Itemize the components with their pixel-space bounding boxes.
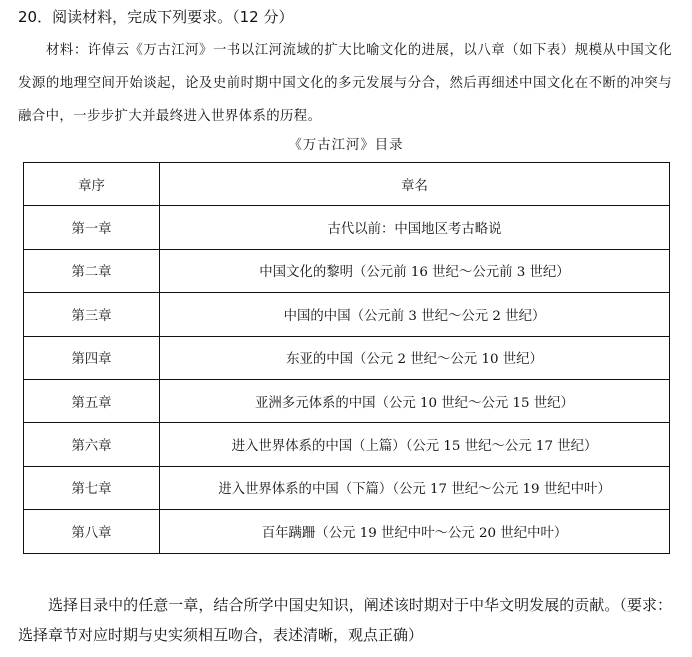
chapter-name: 东亚的中国（公元 2 世纪～公元 10 世纪） bbox=[160, 336, 670, 379]
question-title: 20．阅读材料，完成下列要求。（12 分） bbox=[18, 8, 294, 26]
question-requirement: 选择目录中的任意一章，结合所学中国史知识，阐述该时期对于中华文明发展的贡献。（要求：选择章节对应时期与史实须相互吻合，表述清晰，观点正确） bbox=[18, 596, 672, 644]
table-row bbox=[24, 336, 670, 379]
table-row bbox=[24, 293, 670, 336]
chapter-number: 第四章 bbox=[24, 336, 160, 379]
chapter-name: 古代以前：中国地区考古略说 bbox=[160, 206, 670, 249]
material-paragraph: 材料：许倬云《万古江河》一书以江河流域的扩大比喻文化的进展，以八章（如下表）规模从中国文化发源的地理空间开始谈起，论及史前时期中国文化的多元发展与分合，然后再细述中国文化在不断的冲突与融合中，一步步扩大并最终进入世界体系的历程。 bbox=[18, 43, 672, 124]
chapter-name: 进入世界体系的中国（下篇）（公元 17 世纪～公元 19 世纪中叶） bbox=[160, 466, 670, 509]
toc-title: 《万古江河》目录 bbox=[288, 138, 404, 153]
chapter-number: 第三章 bbox=[24, 293, 160, 336]
table-row bbox=[24, 510, 670, 553]
chapter-name: 进入世界体系的中国（上篇）（公元 15 世纪～公元 17 世纪） bbox=[160, 423, 670, 466]
chapter-number: 第二章 bbox=[24, 249, 160, 292]
chapter-name: 中国文化的黎明（公元前 16 世纪～公元前 3 世纪） bbox=[160, 249, 670, 292]
chapter-number: 第八章 bbox=[24, 510, 160, 553]
header-chapter-name: 章名 bbox=[160, 163, 670, 206]
toc-table bbox=[23, 162, 670, 554]
chapter-number: 第一章 bbox=[24, 206, 160, 249]
chapter-name: 中国的中国（公元前 3 世纪～公元 2 世纪） bbox=[160, 293, 670, 336]
table-header-row bbox=[24, 163, 670, 206]
table-row bbox=[24, 206, 670, 249]
table-row bbox=[24, 249, 670, 292]
table-row bbox=[24, 379, 670, 422]
chapter-number: 第五章 bbox=[24, 379, 160, 422]
header-chapter-order: 章序 bbox=[24, 163, 160, 206]
chapter-number: 第六章 bbox=[24, 423, 160, 466]
chapter-number: 第七章 bbox=[24, 466, 160, 509]
chapter-name: 亚洲多元体系的中国（公元 10 世纪～公元 15 世纪） bbox=[160, 379, 670, 422]
chapter-name: 百年蹒跚（公元 19 世纪中叶～公元 20 世纪中叶） bbox=[160, 510, 670, 553]
table-row bbox=[24, 466, 670, 509]
table-row bbox=[24, 423, 670, 466]
